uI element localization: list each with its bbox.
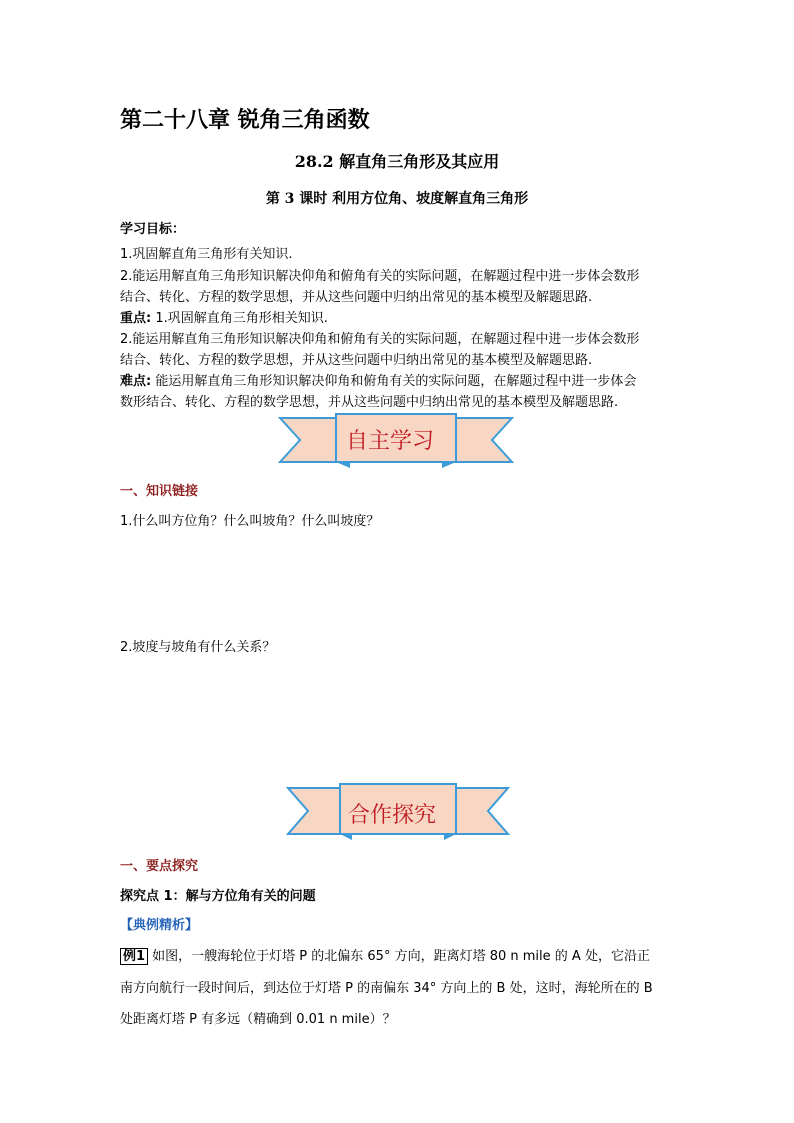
objective-2-line-1: 2.能运用解直角三角形知识解决仰角和俯角有关的实际问题，在解题过程中进一步体会数形 (120, 269, 640, 284)
difficult-point-line-2: 数形结合、转化、方程的数学思想，并从这些问题中归纳出常见的基本模型及解题思路. (120, 395, 619, 410)
key-points (120, 307, 328, 326)
key-point-2-line-2: 结合、转化、方程的数学思想，并从这些问题中归纳出常见的基本模型及解题思路. (120, 353, 593, 368)
banner-self-study-text: 自主学习 (346, 429, 435, 454)
example-1-line-2: 南方向航行一段时间后，到达位于灯塔 P 的南偏东 34° 方向上的 B 处，这时，海轮所在的 B (120, 981, 653, 996)
banner-self-study (278, 412, 514, 468)
key-points-label: 重点: (120, 311, 152, 326)
key-point-2-line-1: 2.能运用解直角三角形知识解决仰角和俯角有关的实际问题，在解题过程中进一步体会数形 (120, 332, 640, 347)
explore-heading: 一、要点探究 (120, 859, 199, 874)
question-1: 1.什么叫方位角？什么叫坡角？什么叫坡度？ (120, 514, 380, 529)
knowledge-link-heading: 一、知识链接 (120, 484, 199, 499)
difficult-points-label: 难点: (120, 374, 152, 389)
difficult-point-line-1: 能运用解直角三角形知识解决仰角和俯角有关的实际问题，在解题过程中进一步体会 (151, 374, 637, 389)
section-title: 28.2 解直角三角形及其应用 (294, 152, 500, 171)
key-point-1: 1.巩固解直角三角形相关知识. (151, 311, 328, 326)
lesson-title: 第 3 课时 利用方位角、坡度解直角三角形 (265, 191, 529, 207)
banner-cooperative-inquiry (286, 782, 510, 842)
banner-cooperative-inquiry-text: 合作探究 (348, 803, 437, 828)
objective-1: 1.巩固解直角三角形有关知识. (120, 247, 293, 262)
difficult-points (120, 370, 636, 389)
example-tag: 【典例精析】 (120, 918, 199, 933)
example-label: 例1 (120, 948, 148, 965)
question-2: 2.坡度与坡角有什么关系？ (120, 640, 276, 655)
example-1-line-3: 处距离灯塔 P 有多远（精确到 0.01 n mile）？ (120, 1012, 396, 1027)
explore-point-1: 探究点 1：解与方位角有关的问题 (120, 889, 316, 904)
example-text-1: 如图，一艘海轮位于灯塔 P 的北偏东 65° 方向，距离灯塔 80 n mile 的 A 处，它沿正 (148, 949, 650, 964)
chapter-title: 第二十八章 锐角三角函数 (120, 107, 370, 133)
example-1-line-1 (120, 945, 650, 965)
objectives-heading: 学习目标： (120, 222, 186, 237)
objective-2-line-2: 结合、转化、方程的数学思想，并从这些问题中归纳出常见的基本模型及解题思路. (120, 290, 593, 305)
